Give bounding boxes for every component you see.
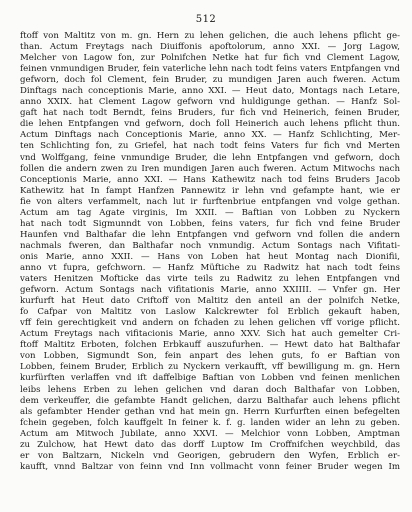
text-line: zu Zulchow, hat Hewt dato das dorff Luptow Im Croffnifchen weychbild, das — [20, 439, 400, 450]
text-line: fie von alters verfammelt, nach lut ir furftenbriue entpfangen vnd volge gethan. — [20, 196, 400, 207]
text-line: fo Cafpar von Maltitz von Laslow Kalckrewter fol Erblich gekauft haben, — [20, 307, 400, 318]
text-line: vaters Henitzen Mofticke das virte teils zu Radwitz zu lehen Entpfangen vnd — [20, 274, 400, 285]
text-line: kaufft, vnnd Baltzar von feinn vnd Inn vollmacht vonn feiner Bruder wegen Im — [20, 461, 400, 472]
text-line: Actum am tag Agate virginis, Im XXII. — Baftian von Lobben zu Nyckern — [20, 207, 400, 218]
text-line: hat nach todt Sigmunndt von Lobben, feins vaters, fur fich vnd feine Bruder — [20, 218, 400, 229]
text-line: anno XXIX. hat Clement Lagow gefworn vnd huldigunge gethan. — Hanfz Sol- — [20, 97, 400, 108]
text-line: gefworn. Actum Sontags nach vifitationis Marie, anno XXIIII. — Vnfer gn. Her — [20, 285, 400, 296]
text-line: gefworn, doch fol Clement, fein Bruder, zu mundigen Jaren auch fweren. Actum — [20, 75, 400, 86]
text-line: vnd Wolffgang, feine vnmundige Bruder, die lehn Entpfangen vnd gefworn, doch — [20, 152, 400, 163]
text-line: nachmals fweren, dan Balthafar noch vnmundig. Actum Sontags nach Vifitati- — [20, 240, 400, 251]
text-line: vff fein gerechtigkeit vnd andern on fchaden zu lehen gelichen vff vorige pflicht. — [20, 318, 400, 329]
text-line: Conceptionis Marie, anno XXI. — Hans Kathewitz nach tod feins Bruders Jacob — [20, 174, 400, 185]
text-line: onis Marie, anno XXII. — Hans von Loben hat heut Montag nach Dionifii, — [20, 251, 400, 262]
text-line: ten Schlichting fon, zu Griefel, hat nach todt feins Vaters fur fich vnd Merten — [20, 141, 400, 152]
text-line: kurfurft hat Heut dato Criftoff von Maltitz den anteil an der polnifch Netke, — [20, 296, 400, 307]
text-line: Haunfen vnd Balthafar die lehn Entpfangen vnd gefworn vnd follen die andern — [20, 229, 400, 240]
text-line: Actum am Mitwoch Jubilate, anno XXVI. — Melchior vonn Lobben, Amptman — [20, 428, 400, 439]
text-line: fchein gegeben, folch kauffgelt In feiner k. f. g. landen wider an lehn zu geben. — [20, 417, 400, 428]
text-line: Kathewitz hat In fampt Hanfzen Pannewitz ir lehn vnd gefampte hant, wie er — [20, 185, 400, 196]
text-line: than. Actum Freytags nach Diuiffonis apoftolorum, anno XXI. — Jorg Lagow, — [20, 42, 400, 53]
text-line: follen die andern zwen zu Iren mundigen Jaren auch fweren. Actum Mitwochs nach — [20, 163, 400, 174]
text-line: als gefambter Hender gethan vnd hat mein gn. Herrn Kurfurften einen befegelten — [20, 406, 400, 417]
text-line: die lehen Entpfangen vnd gefworn, doch foll Heinerich auch lehens pflicht thun. — [20, 119, 400, 130]
text-line: gaft hat nach todt Berndt, feins Bruders, fur fich vnd Heinerich, feinen Bruder, — [20, 108, 400, 119]
text-line: Lobben, feinem Bruder, Erblich zu Nyckern verkaufft, vff bewilligung m. gn. Hern — [20, 362, 400, 373]
text-line: leibs lehens Erben zu lehen gelichen vnd daran doch Balthafar von Lobben, — [20, 384, 400, 395]
text-line: ftoff von Maltitz von m. gn. Hern zu lehen gelichen, die auch lehens pflicht ge- — [20, 31, 400, 41]
text-line: feinen vnmundigen Bruder, fein vaterliche lehn nach todt feins vaters Entpfangen vnd — [20, 64, 400, 75]
text-line: ftoff Maltitz Erboten, folchen Erbkauff auszufurhen. — Hewt dato hat Balthafar — [20, 340, 400, 351]
text-line: Melcher von Lagow fon, zur Polnifchen Netke hat fur fich vnd Clement Lagow, — [20, 53, 400, 64]
text-line: Actum Dinftags nach Conceptionis Marie, anno XX. — Hanfz Schlichting, Mer- — [20, 130, 400, 141]
text-line: Dinftags nach conceptionis Marie, anno XXI. — Heut dato, Montags nach Letare, — [20, 86, 400, 97]
text-line: Actum Freytags nach vifitacionis Marie, anno XXV. Sich hat auch gemelter Cri- — [20, 329, 400, 340]
text-line: dem verkeuffer, die gefambte Handt gelichen, darzu Balthafar auch lehens pflicht — [20, 395, 400, 406]
body-text — [20, 31, 400, 473]
page-number: 512 — [195, 14, 217, 25]
text-line: anno vt fupra, gefchworn. — Hanfz Müftiche zu Radwitz hat nach todt feins — [20, 262, 400, 273]
text-line: von Lobben, Sigmundt Son, fein anpart des lehen guts, fo er Baftian von — [20, 351, 400, 362]
text-line: er von Baltzarn, Nickeln vnd Georigen, gebrudern den Wyfen, Erblich er- — [20, 450, 400, 461]
text-line: kurfürften verlaffen vnd ift daffelbige Baftian von Lobben vnd feinen menlichen — [20, 373, 400, 384]
